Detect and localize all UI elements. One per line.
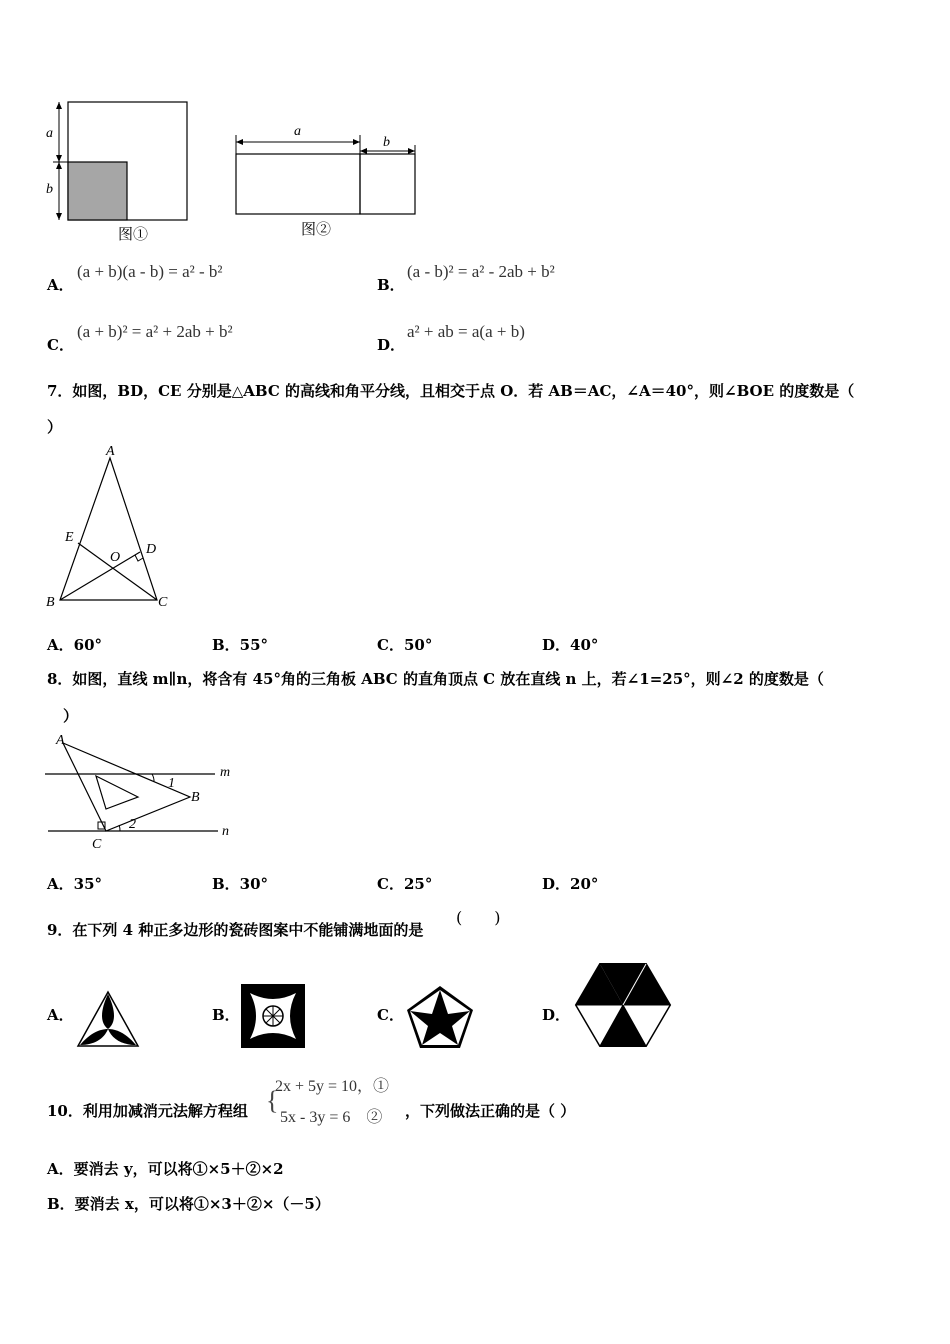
line-m-label: m bbox=[220, 765, 231, 780]
q10-equation-2: 5x - 3y = 6 ② bbox=[280, 1109, 383, 1126]
q6-option-a-label: A． bbox=[47, 276, 74, 294]
q10-option-a: A．要消去 y，可以将①×5＋②×2 bbox=[47, 1160, 284, 1178]
dimension-a-label: a bbox=[294, 124, 301, 139]
q8-parallel-lines-figure bbox=[40, 728, 240, 853]
vertex-c-label: C bbox=[158, 595, 168, 610]
dimension-b-label: b bbox=[383, 135, 390, 150]
point-o-label: O bbox=[110, 550, 121, 565]
figure-2-caption: 图② bbox=[301, 222, 332, 238]
vertex-a-label: A bbox=[106, 444, 115, 459]
q7-option-c: C．50° bbox=[377, 636, 433, 654]
q10-equation-1: 2x + 5y = 10，① bbox=[275, 1078, 390, 1095]
q8-option-c: C．25° bbox=[377, 875, 433, 893]
angle-1-label: 1 bbox=[168, 776, 175, 791]
shaded-square bbox=[68, 162, 127, 220]
q6-option-b-label: B． bbox=[377, 276, 405, 294]
q9-option-b-label: B． bbox=[212, 1006, 240, 1024]
brace-symbol: { bbox=[266, 1086, 279, 1115]
q9-stem: 9．在下列 4 种正多边形的瓷砖图案中不能铺满地面的是 bbox=[47, 921, 424, 939]
figure-square-diagram bbox=[40, 95, 200, 245]
q8-option-d: D．20° bbox=[542, 875, 599, 893]
q6-option-c-math bbox=[77, 322, 233, 342]
q6-option-b-math bbox=[407, 262, 555, 282]
vertex-b-label: B bbox=[191, 790, 200, 805]
q10-stem-suffix: ，下列做法正确的是（ ） bbox=[405, 1102, 576, 1120]
vertex-b-label: B bbox=[46, 595, 55, 610]
q10-option-b: B．要消去 x，可以将①×3＋②×（－5） bbox=[47, 1195, 330, 1213]
formula-text: (a - b)² = a² - 2ab + b² bbox=[407, 262, 555, 281]
point-d-label: D bbox=[146, 542, 157, 557]
q8-option-b: B．30° bbox=[212, 875, 269, 893]
figure-rectangle-diagram bbox=[225, 118, 425, 243]
vertex-c-label: C bbox=[92, 837, 102, 852]
q9-option-c-label: C． bbox=[377, 1006, 404, 1024]
figure-1-caption: 图① bbox=[118, 227, 149, 243]
q7-stem-end: ） bbox=[47, 418, 63, 436]
q9-option-d-label: D． bbox=[542, 1006, 571, 1024]
q7-option-a: A．60° bbox=[47, 636, 103, 654]
q8-option-a: A．35° bbox=[47, 875, 103, 893]
formula-text: a² + ab = a(a + b) bbox=[407, 322, 525, 341]
line-n-label: n bbox=[222, 824, 229, 839]
q7-triangle-figure bbox=[40, 440, 180, 615]
triangle-tile-image bbox=[76, 989, 141, 1049]
hexagon-tile-image bbox=[574, 962, 672, 1048]
q8-stem: 8．如图，直线 m∥n，将含有 45°角的三角板 ABC 的直角顶点 C 放在直线 n 上，若∠1=25°，则∠2 的度数是（ bbox=[47, 670, 824, 688]
q7-option-d: D．40° bbox=[542, 636, 599, 654]
q7-option-b: B．55° bbox=[212, 636, 269, 654]
q6-option-a-math bbox=[77, 262, 222, 282]
q6-option-c-label: C． bbox=[47, 336, 74, 354]
q6-option-d-label: D． bbox=[377, 336, 406, 354]
vertex-a-label: A bbox=[56, 733, 65, 748]
formula-text: (a + b)² = a² + 2ab + b² bbox=[77, 322, 233, 341]
q9-answer-paren: ( ) bbox=[456, 908, 501, 927]
formula-text: (a + b)(a - b) = a² - b² bbox=[77, 262, 223, 281]
q9-option-a-label: A． bbox=[47, 1006, 74, 1024]
angle-2-label: 2 bbox=[129, 817, 136, 832]
point-e-label: E bbox=[65, 530, 74, 545]
q7-stem: 7．如图，BD，CE 分别是△ABC 的高线和角平分线，且相交于点 O．若 AB＝AC，∠A＝40°，则∠BOE 的度数是（ bbox=[47, 382, 855, 400]
pentagon-tile-image bbox=[405, 984, 475, 1050]
dimension-b-label: b bbox=[46, 182, 53, 197]
dimension-a-label: a bbox=[46, 126, 53, 141]
square-tile-image bbox=[240, 983, 306, 1049]
q8-stem-end: ） bbox=[63, 707, 79, 725]
q6-option-d-math bbox=[407, 322, 525, 342]
q10-stem-prefix: 10．利用加减消元法解方程组 bbox=[47, 1102, 248, 1120]
